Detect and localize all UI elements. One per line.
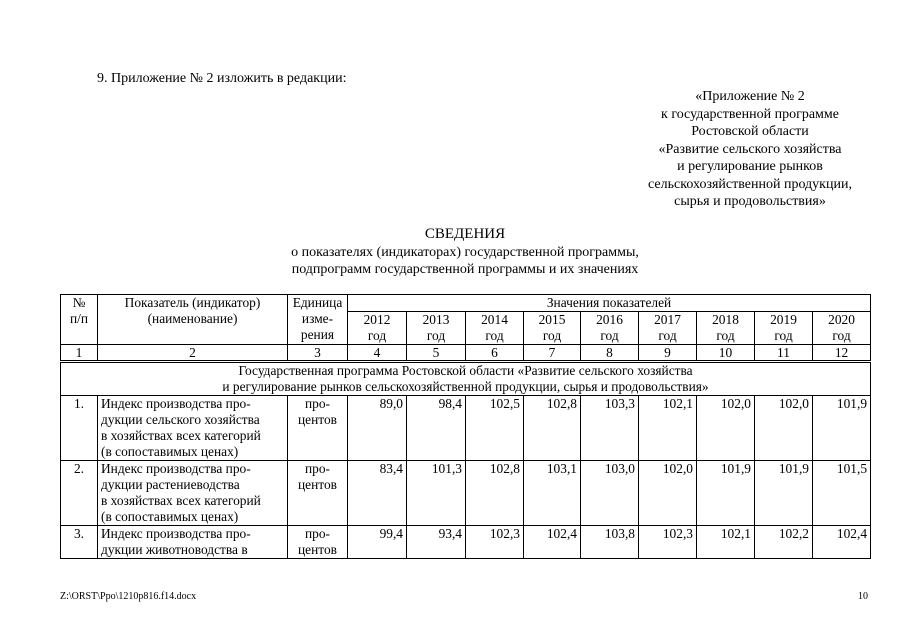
header-year: 2017 год — [639, 312, 697, 345]
value-cell: 103,8 — [581, 526, 639, 559]
unit-cell: про- центов — [288, 526, 348, 559]
header-year: 2012 год — [348, 312, 407, 345]
value-cell: 102,4 — [813, 526, 871, 559]
header-year: 2019 год — [755, 312, 813, 345]
column-numbers-row — [61, 345, 871, 362]
appendix-line: «Развитие сельского хозяйства — [658, 141, 842, 157]
header-year: 2020 год — [813, 312, 871, 345]
section-row — [61, 362, 871, 396]
column-number: 5 — [407, 345, 466, 362]
appendix-header — [630, 88, 870, 211]
header-year: 2015 год — [524, 312, 581, 345]
value-cell: 102,3 — [639, 526, 697, 559]
value-cell: 101,9 — [697, 461, 755, 526]
row-number: 1. — [61, 396, 98, 461]
heading-subtitle-line: о показателях (индикаторах) государственной программы, — [291, 244, 639, 260]
column-number: 8 — [581, 345, 639, 362]
value-cell: 102,5 — [466, 396, 524, 461]
value-cell: 102,3 — [466, 526, 524, 559]
header-indicator: Показатель (индикатор) (наименование) — [98, 295, 288, 345]
header-row-1 — [61, 295, 871, 312]
heading-title: СВЕДЕНИЯ — [424, 226, 506, 242]
value-cell: 102,0 — [639, 461, 697, 526]
value-cell: 93,4 — [407, 526, 466, 559]
appendix-line: сельскохозяйственной продукции, — [648, 176, 852, 192]
table-row — [61, 461, 871, 526]
row-number: 3. — [61, 526, 98, 559]
column-number: 11 — [755, 345, 813, 362]
value-cell: 102,8 — [466, 461, 524, 526]
value-cell: 102,0 — [755, 396, 813, 461]
column-number: 9 — [639, 345, 697, 362]
value-cell: 99,4 — [348, 526, 407, 559]
value-cell: 101,9 — [813, 396, 871, 461]
header-year: 2018 год — [697, 312, 755, 345]
column-number: 2 — [98, 345, 288, 362]
column-number: 6 — [466, 345, 524, 362]
indicator-name: Индекс производства про- дукции сельского хозяйства в хозяйствах всех категорий (в сопоставимых ценах) — [98, 396, 288, 461]
value-cell: 101,3 — [407, 461, 466, 526]
appendix-line: к государственной программе — [661, 106, 839, 122]
value-cell: 102,4 — [524, 526, 581, 559]
unit-cell: про- центов — [288, 461, 348, 526]
footer-page-number: 10 — [858, 591, 868, 602]
indicators-table — [60, 294, 871, 559]
value-cell: 102,8 — [524, 396, 581, 461]
column-number: 4 — [348, 345, 407, 362]
header-unit: Единица изме- рения — [288, 295, 348, 345]
header-year: 2014 год — [466, 312, 524, 345]
appendix-line: Ростовской области — [691, 124, 809, 139]
indicator-name: Индекс производства про- дукции растениеводства в хозяйствах всех категорий (в сопоставимых ценах) — [98, 461, 288, 526]
value-cell: 102,1 — [697, 526, 755, 559]
section-title: Государственная программа Ростовской области «Развитие сельского хозяйства и регулирование рынков сельскохозяйственной продукции, сырья и продовольствия» — [61, 362, 871, 396]
column-number: 3 — [288, 345, 348, 362]
value-cell: 83,4 — [348, 461, 407, 526]
value-cell: 101,5 — [813, 461, 871, 526]
column-number: 10 — [697, 345, 755, 362]
value-cell: 102,2 — [755, 526, 813, 559]
table-row — [61, 526, 871, 559]
intro-text: 9. Приложение № 2 изложить в редакции: — [97, 71, 347, 86]
appendix-line: «Приложение № 2 — [695, 89, 805, 104]
column-number: 7 — [524, 345, 581, 362]
value-cell: 102,1 — [639, 396, 697, 461]
table-row — [61, 396, 871, 461]
appendix-line: сырья и продовольствия» — [674, 194, 826, 209]
header-year: 2013 год — [407, 312, 466, 345]
value-cell: 103,0 — [581, 461, 639, 526]
column-number: 1 — [61, 345, 98, 362]
value-cell: 101,9 — [755, 461, 813, 526]
column-number: 12 — [813, 345, 871, 362]
header-no: № п/п — [61, 295, 98, 345]
heading-subtitle-line: подпрограмм государственной программы и их значениях — [291, 262, 639, 277]
unit-cell: про- центов — [288, 396, 348, 461]
document-heading — [200, 226, 730, 279]
value-cell: 103,1 — [524, 461, 581, 526]
row-number: 2. — [61, 461, 98, 526]
indicator-name: Индекс производства про- дукции животноводства в — [98, 526, 288, 559]
header-values: Значения показателей — [348, 295, 871, 312]
appendix-line: и регулирование рынков — [677, 159, 823, 174]
value-cell: 102,0 — [697, 396, 755, 461]
value-cell: 98,4 — [407, 396, 466, 461]
value-cell: 103,3 — [581, 396, 639, 461]
value-cell: 89,0 — [348, 396, 407, 461]
header-year: 2016 год — [581, 312, 639, 345]
footer-file-path: Z:\ORST\Ppo\1210p816.f14.docx — [60, 591, 197, 602]
